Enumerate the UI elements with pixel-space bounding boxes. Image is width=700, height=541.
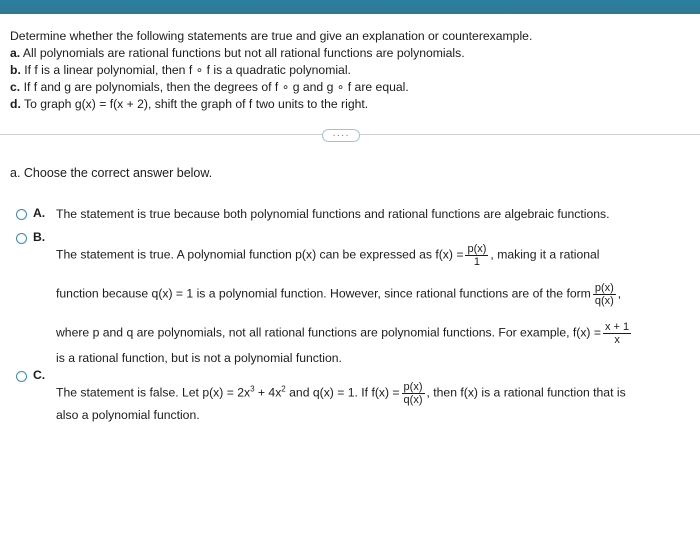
statement-b: b. If f is a linear polynomial, then f ∘ f is a quadratic polynomial. [10, 63, 351, 77]
option-a-letter: A. [33, 206, 46, 220]
option-b-line-4[interactable]: is a rational function, but is not a polynomial function. [56, 351, 342, 365]
option-c-line-1[interactable]: The statement is false. Let $p(x) = 2x^3 + 4x^2$ and q(x) = 1. If f(x) = $\frac{p(x)}{q(x)}$ , then f(x) is a rational function that is [56, 381, 626, 406]
question-intro: Determine whether the following statements are true and give an explanation or counterexample. [10, 29, 533, 43]
expand-more-button[interactable]: ···· [322, 129, 360, 142]
option-b-line-3[interactable]: where p and q are polynomials, not all rational functions are polynomial functions. For example, f(x) = $\frac{x + 1}{x}$ [56, 321, 630, 346]
option-a-radio[interactable] [16, 209, 27, 220]
option-a-text[interactable]: The statement is true because both polynomial functions and rational functions are algebraic functions. [56, 207, 610, 221]
statement-c: c. If f and g are polynomials, then the degrees of f ∘ g and g ∘ f are equal. [10, 80, 409, 94]
statement-d: d. To graph g(x) = f(x + 2), shift the graph of f two units to the right. [10, 97, 369, 111]
option-b-radio[interactable] [16, 233, 27, 244]
option-b-line-1[interactable]: The statement is true. A polynomial function p(x) can be expressed as f(x) = $\frac{p(x)}{1}$ , making it a rational [56, 243, 600, 268]
option-c-letter: C. [33, 368, 46, 382]
fraction-p-over-q: $\frac{p(x)}{q(x)}$ [594, 282, 614, 307]
part-prompt: a. Choose the correct answer below. [10, 166, 213, 180]
option-c-radio[interactable] [16, 371, 27, 382]
fraction-x-plus-1-over-x: $\frac{x + 1}{x}$ [605, 321, 630, 346]
option-c-line-2[interactable]: also a polynomial function. [56, 408, 200, 422]
top-bar [0, 0, 700, 14]
option-b-line-2[interactable]: function because q(x) = 1 is a polynomial function. However, since rational functions are of the form $\frac{p(x)}{q(x)}$ , [56, 282, 622, 307]
fraction-p-over-1: $\frac{p(x)}{1}$ [467, 243, 487, 268]
statement-a: a. All polynomials are rational functions but not all rational functions are polynomials. [10, 46, 465, 60]
option-b-letter: B. [33, 230, 46, 244]
fraction-p-over-q-c: $\frac{p(x)}{q(x)}$ [403, 381, 423, 406]
question-text [10, 28, 690, 113]
